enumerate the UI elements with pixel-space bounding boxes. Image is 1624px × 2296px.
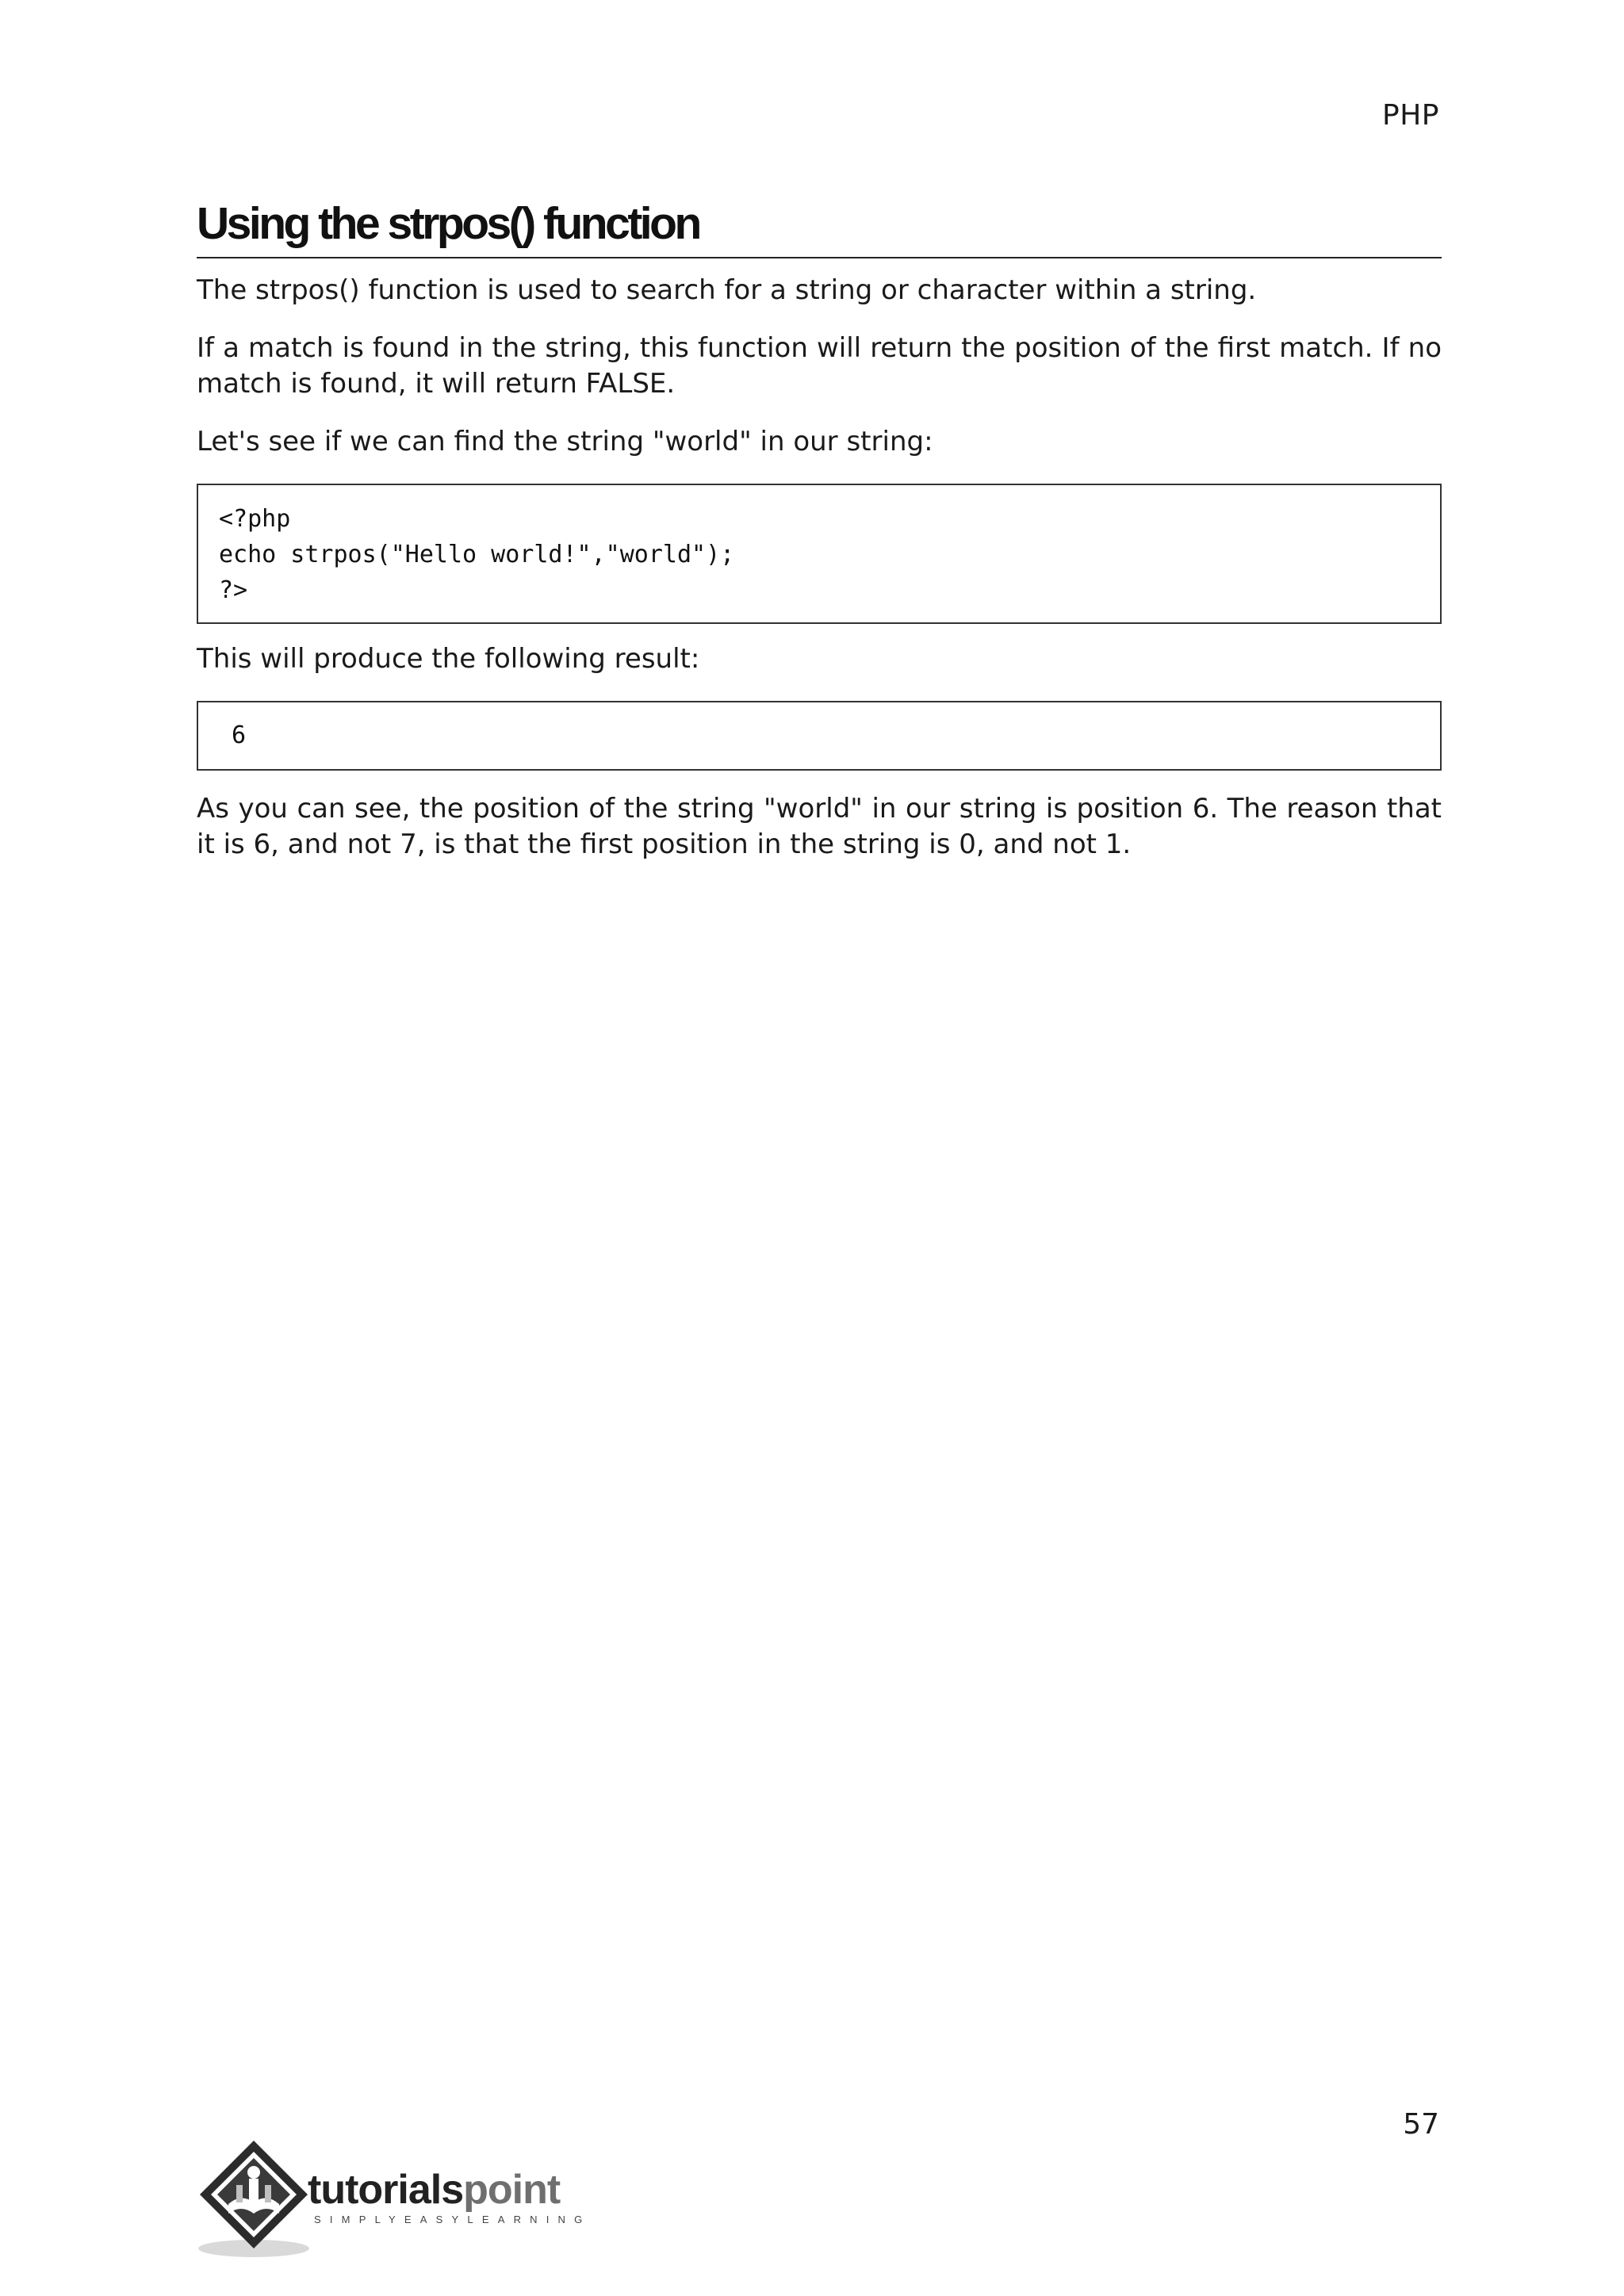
logo-tagline: SIMPLYEASYLEARNING [314, 2214, 592, 2225]
running-header: PHP [1382, 99, 1439, 132]
logo-wordmark-part2: point [463, 2167, 561, 2213]
code-block [197, 484, 1442, 624]
paragraph-example-intro: Let's see if we can find the string "world" in our string: [197, 426, 933, 457]
page-number: 57 [1403, 2108, 1439, 2141]
paragraph-result-intro: This will produce the following result: [197, 643, 700, 675]
logo-wordmark-part1: tutorials [308, 2167, 464, 2213]
tutorialspoint-logo [197, 2137, 609, 2261]
page-content [197, 195, 1442, 863]
code-line: ?> [219, 576, 248, 604]
paragraph-explanation: As you can see, the position of the string "world" in our string is position 6. The reason that it is 6, and not 7, is that the first position in the string is 0, and not 1. [197, 793, 1442, 860]
code-line: <?php [219, 505, 291, 533]
paragraph-intro: The strpos() function is used to search for a string or character within a string. [197, 274, 1257, 306]
logo-wordmark [308, 2168, 560, 2212]
section-title: Using the strpos() function [197, 195, 1442, 258]
paragraph-match-description: If a match is found in the string, this function will return the position of the first match. If no match is found, it will return FALSE. [197, 332, 1442, 400]
logo-diamond-icon [197, 2137, 316, 2261]
code-line: echo strpos("Hello world!","world"); [219, 541, 735, 568]
output-block: 6 [197, 701, 1442, 771]
